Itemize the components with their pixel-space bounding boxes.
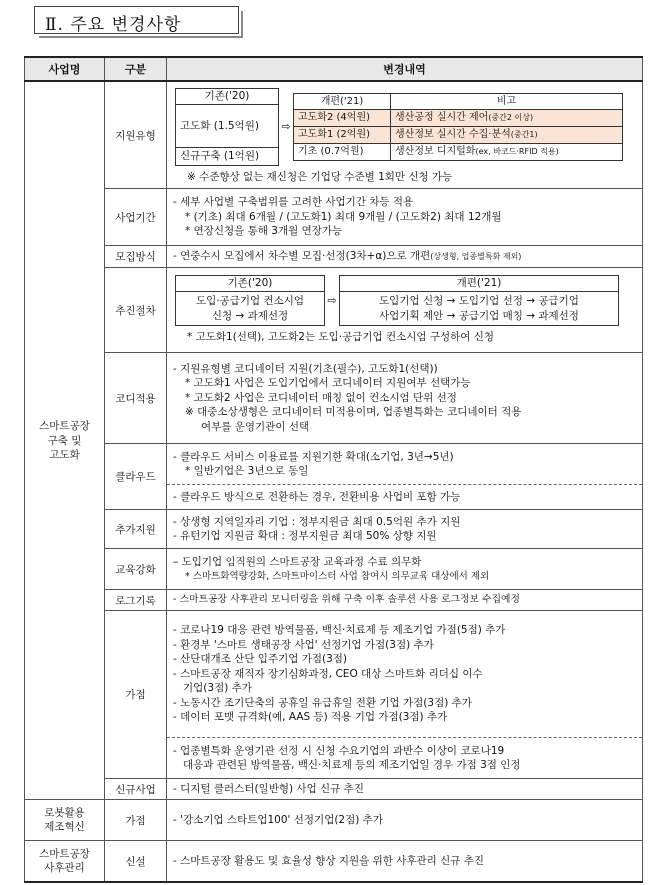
- business-after-mgmt: [25, 841, 105, 883]
- content-line: 기업(3점) 추가: [183, 682, 252, 695]
- content-line: - 클라우드 방식으로 전환하는 경우, 전환비용 사업비 포함 가능: [173, 490, 461, 503]
- procedure-content: [167, 268, 643, 353]
- business-smart-factory: [25, 81, 105, 800]
- coordinator-content: [167, 353, 643, 444]
- section-title: Ⅱ. 주요 변경사항: [45, 15, 182, 35]
- content-line: - 유턴기업 지원금 확대 : 정부지원금 최대 50% 상향 지원: [173, 530, 437, 542]
- content-line: - 환경부 '스마트 생태공장 사업' 선정기업 가점(3점) 추가: [173, 638, 434, 651]
- before-box: [175, 88, 279, 166]
- support-type-diagram: [175, 88, 636, 166]
- content-line: - 산단대개조 산단 입주기업 가점(3점): [173, 653, 348, 666]
- procedure-diagram: [175, 275, 636, 326]
- business-name-line: 스마트공장: [39, 420, 90, 433]
- content-line: 도입기업 신청 → 도입기업 선정 → 공급기업: [379, 295, 579, 308]
- content-line: * 스마트화역량강화, 스마트마이스터 사업 참여시 의무교육 대상에서 제외: [185, 570, 490, 582]
- support-type-content: [167, 81, 643, 189]
- extra-content: [167, 510, 643, 549]
- content-line: * 고도화1 사업은 도입기업에서 코디네이터 지원여부 선택가능: [185, 377, 471, 390]
- note-header: 비고: [391, 93, 623, 110]
- category-robot-bonus: 가점: [105, 800, 167, 841]
- row-cloud-a: [25, 444, 643, 485]
- note-small: (중간2 이상): [488, 113, 534, 123]
- after-row-note: [391, 144, 623, 161]
- after-row-name: 고도화2 (4억원): [294, 110, 391, 127]
- content-line: - 업종별특화 운영기관 선정 시 신청 수요기업의 과반수 이상이 코로나19: [173, 744, 505, 757]
- content-line: * (기초) 최대 6개월 / (고도화1) 최대 9개월 / (고도화2) 최대 12개월: [185, 210, 502, 223]
- category-new-establish: 신설: [105, 841, 167, 883]
- category-education: 교육강화: [105, 549, 167, 590]
- row-procedure: [25, 268, 643, 353]
- note-small: (중간1): [510, 130, 538, 140]
- category-coordinator: 코디적용: [105, 353, 167, 444]
- category-support-type: 지원유형: [105, 81, 167, 189]
- category-extra: 추가지원: [105, 510, 167, 549]
- procedure-footnote: * 고도화1(선택), 고도화2는 도입·공급기업 컨소시엄 구성하여 신청: [187, 331, 495, 344]
- row-coordinator: [25, 353, 643, 444]
- content-line: - 상생형 지역일자리 기업 : 정부지원금 최대 0.5억원 추가 지원: [173, 515, 461, 528]
- before-header: 기존('20): [176, 89, 278, 105]
- category-procedure: 추진절차: [105, 268, 167, 353]
- arrow-icon: ⇨: [327, 294, 337, 308]
- after-mgmt-content: [167, 841, 643, 883]
- category-period: 사업기간: [105, 189, 167, 246]
- content-line: - 스마트공장 활용도 및 효율성 향상 지원을 위한 사후관리 신규 추진: [173, 855, 485, 868]
- category-log: 로그기록: [105, 590, 167, 611]
- after-row-name: 고도화1 (2억원): [294, 127, 391, 144]
- content-line: - 디지털 클러스터(일반형) 사업 신규 추진: [173, 783, 364, 795]
- procedure-after-body: [340, 292, 618, 325]
- after-table: [293, 93, 623, 161]
- before-row: 신규구축 (1억원): [180, 149, 260, 162]
- procedure-after-header: 개편('21): [340, 276, 618, 292]
- before-row: 고도화 (1.5억원): [176, 105, 278, 148]
- note-text: 생산공정 실시간 제어: [395, 112, 489, 124]
- content-line: 여부를 운영기관이 선택: [201, 420, 310, 433]
- after-header: 개편('21): [294, 93, 391, 110]
- content-line: 도입·공급기업 컨소시엄: [195, 295, 305, 308]
- content-line: - '강소기업 스타트업100' 선정기업(2점) 추가: [173, 814, 383, 827]
- procedure-before-body: [176, 292, 324, 325]
- bonus-content-b: [167, 738, 643, 779]
- business-name-line: 로봇활용: [44, 807, 85, 820]
- business-name-line: 구축 및: [47, 434, 82, 447]
- note-text: 생산정보 실시간 수집·분석: [395, 129, 511, 141]
- note-small: (ex, 바코드·RFID 적용): [475, 147, 559, 157]
- after-row-note: [391, 110, 623, 127]
- category-bonus: 가점: [105, 611, 167, 779]
- row-recruit: [25, 246, 643, 268]
- content-line: - 연중수시 모집에서 차수별 모집·선정(3차+α)으로 개편: [173, 250, 431, 263]
- business-robot: [25, 800, 105, 841]
- after-row-name: 기초 (0.7억원): [294, 144, 391, 161]
- header-category: 구분: [105, 57, 167, 81]
- content-line: 신청 → 과제선정: [211, 309, 289, 322]
- content-line: * 고도화2 사업은 코디네이터 매칭 없이 컨소시엄 단위 선정: [185, 391, 457, 404]
- category-new-biz: 신규사업: [105, 779, 167, 800]
- row-after-mgmt: [25, 841, 643, 883]
- log-content: [167, 590, 643, 611]
- row-extra: [25, 510, 643, 549]
- support-type-footnote: ※ 수준향상 없는 재신청은 기업당 수준별 1회만 신청 가능: [187, 170, 453, 183]
- business-name-line: 제조혁신: [44, 821, 85, 834]
- category-recruit: 모집방식: [105, 246, 167, 268]
- procedure-before-header: 기존('20): [176, 276, 324, 292]
- content-line: - 노동시간 조기단축의 공휴일 유급휴일 전환 기업 가점(3점) 추가: [173, 696, 472, 709]
- section-title-box: [34, 6, 239, 34]
- business-name-line: 고도화: [49, 448, 80, 461]
- row-log: [25, 590, 643, 611]
- after-row-note: [391, 127, 623, 144]
- changes-table: [24, 56, 643, 883]
- procedure-after-box: [339, 275, 619, 326]
- row-robot: [25, 800, 643, 841]
- bonus-content-a: [167, 611, 643, 738]
- content-line: * 일반기업은 3년으로 동일: [185, 465, 309, 477]
- content-line: – 도입기업 임직원의 스마트공장 교육과정 수료 의무화: [173, 556, 422, 569]
- content-line: - 스마트공장 재직자 장기심화과정, CEO 대상 스마트화 리더십 이수: [173, 667, 483, 680]
- recruit-content: [167, 246, 643, 268]
- content-line: - 스마트공장 사후관리 모니터링을 위해 구축 이후 솔루션 사용 로그정보 수집예정: [173, 594, 520, 606]
- row-support-type: [25, 81, 643, 189]
- content-line: ※ 대중소상생형은 코디네이터 미적용이며, 업종별특화는 코디네이터 적용: [185, 406, 522, 419]
- procedure-before-box: [175, 275, 325, 326]
- row-new-biz: [25, 779, 643, 800]
- arrow-icon: ⇨: [281, 120, 291, 134]
- content-line: * 연장신청을 통해 3개월 연장가능: [185, 225, 343, 238]
- header-changes: 변경내역: [167, 57, 643, 81]
- period-content: [167, 189, 643, 246]
- content-line: 대응과 관련된 방역물품, 백신·치료제 등의 제조기업일 경우 가점 3점 인정: [183, 759, 521, 771]
- note-text: 생산정보 디지털화: [395, 146, 476, 158]
- row-bonus-a: [25, 611, 643, 738]
- content-line: - 지원유형별 코디네이터 지원(기초(필수), 고도화1(선택)): [173, 362, 438, 375]
- header-business: 사업명: [25, 57, 105, 81]
- business-name-line: 스마트공장: [39, 848, 90, 861]
- category-cloud: 클라우드: [105, 444, 167, 510]
- education-content: [167, 549, 643, 590]
- business-name-line: 사후관리: [44, 862, 85, 875]
- cloud-content-b: [167, 485, 643, 510]
- content-line: - 세부 사업별 구축범위를 고려한 사업기간 차등 적용: [173, 196, 414, 209]
- content-line: - 클라우드 서비스 이용료를 지원기한 확대(소기업, 3년→5년): [173, 450, 454, 463]
- row-period: [25, 189, 643, 246]
- robot-content: [167, 800, 643, 841]
- table-header-row: [25, 57, 643, 81]
- content-line: - 코로나19 대응 관련 방역물품, 백신·치료제 등 제조기업 가점(5점) 추가: [173, 624, 506, 637]
- new-biz-content: [167, 779, 643, 800]
- row-education: [25, 549, 643, 590]
- cloud-content-a: [167, 444, 643, 485]
- content-line: 사업기획 제안 → 공급기업 매칭 → 과제선정: [379, 309, 579, 322]
- content-small: (상생형, 업종별특화 제외): [430, 252, 522, 262]
- content-line: - 데이터 포맷 규격화(예, AAS 등) 적용 기업 가점(3점) 추가: [173, 711, 448, 724]
